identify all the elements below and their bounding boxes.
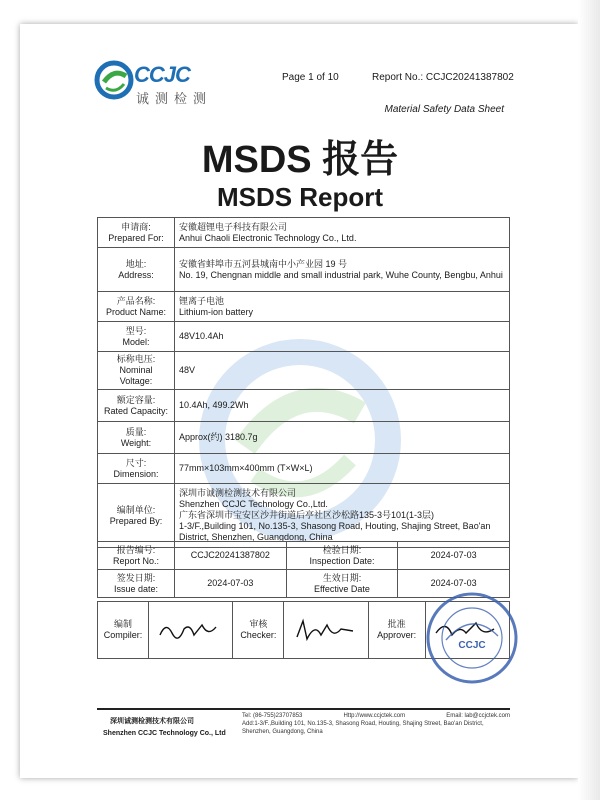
label-cell: [98, 570, 175, 598]
approver-label: [368, 602, 425, 659]
value-cell: 77mm×103mm×400mm (T×W×L): [175, 454, 510, 484]
footer-company-cn: 深圳诚测检测技术有限公司: [110, 718, 194, 725]
handwritten-signature-icon: [156, 617, 226, 643]
label-cn: 地址:: [125, 258, 147, 269]
row-nominal-voltage: [98, 352, 510, 390]
row-model: [98, 322, 510, 352]
address-cn: 广东省深圳市宝安区沙井街道后亭社区沙松路135-3号101(1-3层): [179, 510, 435, 520]
label-cn: 批准: [387, 619, 406, 629]
label-cn: 额定容量:: [116, 394, 156, 405]
label-cn: 编制: [113, 619, 132, 629]
label-en: Address:: [118, 269, 154, 280]
value-cell: [175, 248, 510, 292]
title-english: MSDS Report: [216, 182, 384, 212]
label-cell: [98, 390, 175, 422]
value-cell: [175, 218, 510, 248]
value-cell: Approx(约) 3180.7g: [175, 422, 510, 454]
value-cn: 安徽省蚌埠市五河县城南中小产业园 19 号: [179, 258, 348, 269]
label-en: Rated Capacity:: [103, 405, 169, 416]
effective-date-value: 2024-07-03: [398, 570, 510, 598]
header-report-number: Report No.: CCJC20241387802: [372, 72, 514, 83]
page-number: Page 1 of 10: [282, 72, 339, 83]
value-cell: 10.4Ah, 499.2Wh: [175, 390, 510, 422]
footer-contact-row: [242, 712, 510, 720]
label-cn: 型号:: [125, 325, 147, 336]
value-cell: [175, 292, 510, 322]
label-cell: [98, 484, 175, 548]
row-prepared-for: [98, 218, 510, 248]
footer-email: Email: lab@ccjctek.com: [446, 713, 510, 719]
label-en: Issue date:: [113, 583, 159, 594]
compiler-signature: [149, 602, 233, 659]
label-cn: 质量:: [125, 426, 147, 437]
label-cn: 生效日期:: [322, 572, 362, 583]
label-cell: [98, 292, 175, 322]
footer-contact: [242, 712, 510, 736]
label-cn: 报告编号:: [116, 544, 156, 555]
footer-divider: [97, 708, 510, 710]
report-number-value: CCJC20241387802: [175, 542, 287, 570]
label-cell: [98, 454, 175, 484]
row-weight: [98, 422, 510, 454]
row-rated-capacity: [98, 390, 510, 422]
svg-text:CCJC: CCJC: [458, 640, 486, 651]
row-prepared-by: [98, 484, 510, 548]
checker-signature: [284, 602, 368, 659]
label-cn: 产品名称:: [116, 295, 156, 306]
product-info-table: [97, 217, 510, 548]
label-cn: 审核: [249, 619, 268, 629]
compiler-label: [98, 602, 149, 659]
row-report-number: [98, 542, 510, 570]
label-cell: [286, 570, 398, 598]
footer-web: Http://www.ccjctek.com: [343, 713, 406, 719]
logo-wordmark: CCJC: [134, 62, 190, 87]
value-en: No. 19, Chengnan middle and small industrial park, Wuhe County, Bengbu, Anhui: [179, 269, 503, 280]
label-cn: 标称电压:: [116, 354, 156, 364]
label-cell: [98, 352, 175, 390]
label-en: Dimension:: [113, 468, 159, 479]
label-en: Effective Date: [314, 583, 370, 594]
label-en: Prepared By:: [109, 515, 163, 526]
label-en: Checker:: [240, 630, 277, 640]
label-cell: [98, 248, 175, 292]
checker-label: [233, 602, 284, 659]
logo-chinese-name: 诚测检测: [136, 91, 213, 106]
value-cn: 安徽超锂电子科技有限公司: [179, 221, 288, 232]
label-cn: 尺寸:: [125, 457, 147, 468]
label-en: Approver:: [377, 630, 417, 640]
value-cell: 48V10.4Ah: [175, 322, 510, 352]
company-seal-icon: [424, 590, 520, 686]
label-en: Prepared For:: [108, 232, 164, 243]
value-en: Anhui Chaoli Electronic Technology Co., Ltd.: [179, 232, 357, 243]
label-cell: [98, 422, 175, 454]
title-chinese: MSDS 报告: [201, 139, 399, 181]
issue-date-value: 2024-07-03: [175, 570, 287, 598]
document-type: Material Safety Data Sheet: [384, 104, 504, 115]
label-cell: [286, 542, 398, 570]
label-cell: [98, 322, 175, 352]
value-en: Shenzhen CCJC Technology Co.,Ltd.: [179, 499, 328, 509]
value-en: Lithium-ion battery: [179, 306, 254, 317]
label-cn: 检验日期:: [322, 544, 362, 555]
label-en: Nominal Voltage:: [119, 365, 153, 386]
ccjc-logo-icon: [94, 60, 134, 100]
label-cn: 签发日期:: [116, 572, 156, 583]
row-dimension: [98, 454, 510, 484]
row-address: [98, 248, 510, 292]
footer-company-en: Shenzhen CCJC Technology Co., Ltd: [103, 730, 226, 737]
row-product-name: [98, 292, 510, 322]
label-en: Compiler:: [103, 630, 143, 640]
label-en: Report No.:: [112, 555, 160, 566]
footer-address: Add:1-3/F.,Building 101, No.135-3, Shasong Road, Houting, Shajing Street, Bao'an District, Shenzhen, Guangdong, China: [242, 721, 484, 735]
label-cn: 编制单位:: [116, 504, 156, 515]
value-cn: 锂离子电池: [179, 295, 225, 306]
label-en: Product Name:: [105, 306, 167, 317]
value-cn: 深圳市诚测检测技术有限公司: [179, 488, 297, 498]
label-cn: 申请商:: [121, 221, 151, 232]
label-cell: [98, 218, 175, 248]
label-en: Weight:: [120, 437, 152, 448]
label-cell: [98, 542, 175, 570]
label-en: Model:: [122, 336, 150, 347]
company-logo: [94, 60, 214, 108]
handwritten-signature-icon: [291, 617, 361, 643]
address-en: 1-3/F.,Building 101, No.135-3, Shasong Road, Houting, Shajing Street, Bao'an District, Shenzhen, Guangdong, China: [179, 521, 491, 542]
value-cell: [175, 484, 510, 548]
label-en: Inspection Date:: [309, 555, 375, 566]
value-cell: 48V: [175, 352, 510, 390]
footer-tel: Tel: (86-755)23707853: [242, 713, 303, 719]
inspection-date-value: 2024-07-03: [398, 542, 510, 570]
page-edge-shadow: [578, 0, 600, 800]
